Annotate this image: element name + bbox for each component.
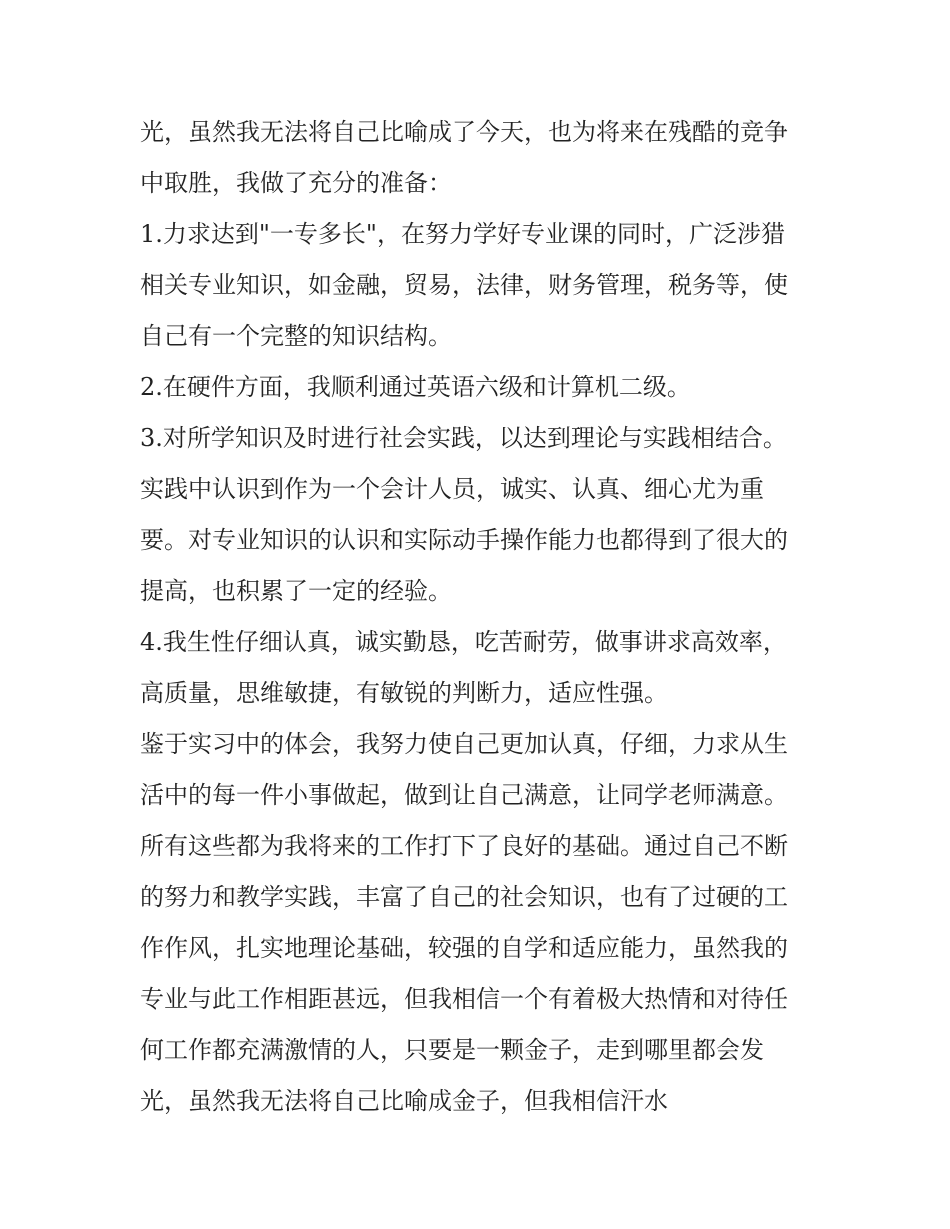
text-line: 所有这些都为我将来的工作打下了良好的基础。通过自己不断 — [140, 832, 788, 860]
text-line: 光，虽然我无法将自己比喻成了今天，也为将来在残酷的竞争 — [140, 118, 788, 146]
text-line: 作作风，扎实地理论基础，较强的自学和适应能力，虽然我的 — [140, 934, 788, 962]
text-line: 相关专业知识，如金融，贸易，法律，财务管理，税务等，使 — [140, 271, 788, 299]
text-line: 实践中认识到作为一个会计人员，诚实、认真、细心尤为重 — [140, 475, 764, 503]
text-line: 活中的每一件小事做起，做到让自己满意，让同学老师满意。 — [140, 781, 788, 809]
text-line: 鉴于实习中的体会，我努力使自己更加认真，仔细，力求从生 — [140, 730, 788, 758]
body-text — [140, 107, 820, 1127]
text-line: 自己有一个完整的知识结构。 — [140, 322, 452, 350]
text-line: 光，虽然我无法将自己比喻成金子，但我相信汗水 — [140, 1087, 668, 1115]
text-line: 要。对专业知识的认识和实际动手操作能力也都得到了很大的 — [140, 526, 788, 554]
text-line: 何工作都充满激情的人，只要是一颗金子，走到哪里都会发 — [140, 1036, 764, 1064]
text-line: 提高，也积累了一定的经验。 — [140, 577, 452, 605]
text-line: 专业与此工作相距甚远，但我相信一个有着极大热情和对待任 — [140, 985, 788, 1013]
text-line: 高质量，思维敏捷，有敏锐的判断力，适应性强。 — [140, 679, 668, 707]
text-line: 3.对所学知识及时进行社会实践，以达到理论与实践相结合。 — [140, 424, 787, 452]
text-line: 2.在硬件方面，我顺利通过英语六级和计算机二级。 — [140, 373, 691, 401]
text-line: 的努力和教学实践，丰富了自己的社会知识，也有了过硬的工 — [140, 883, 788, 911]
text-line: 1.力求达到"一专多长"，在努力学好专业课的同时，广泛涉猎 — [140, 220, 785, 248]
text-line: 中取胜，我做了充分的准备： — [140, 169, 452, 197]
text-line: 4.我生性仔细认真，诚实勤恳，吃苦耐劳，做事讲求高效率， — [140, 628, 787, 656]
